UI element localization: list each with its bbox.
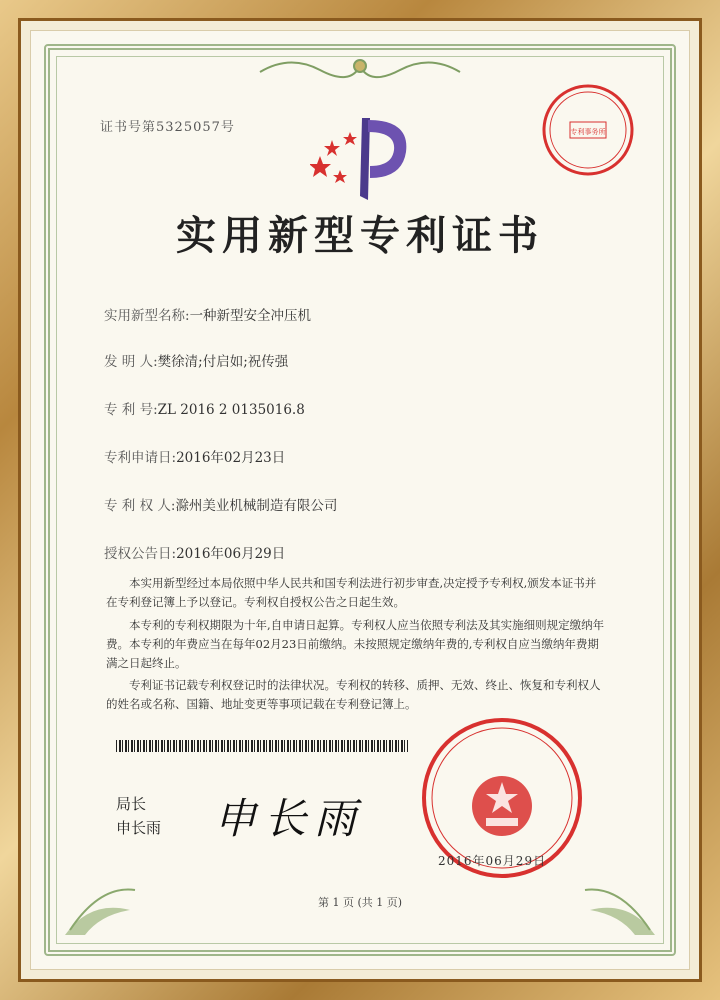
corner-ornament-br	[580, 880, 660, 940]
field-label: 专利申请日:	[104, 450, 177, 466]
paragraph-2: 本专利的专利权期限为十年,自申请日起算。专利权人应当依照专利法及其实施细则规定缴纳年费。本专利的年费应当在每年02月23日前缴纳。未按照规定缴纳年费的,专利权自应当缴纳年费期满之日起终止。	[106, 618, 605, 670]
field-apply-date-row	[104, 446, 285, 466]
field-label: 专 利 号:	[104, 402, 158, 418]
certificate-number: 证书号第5325057号	[100, 120, 235, 135]
top-ornament	[250, 52, 470, 86]
field-value: 2016年06月29日	[176, 546, 286, 562]
paragraph-3: 专利证书记载专利权登记时的法律状况。专利权的转移、质押、无效、终止、恢复和专利权人的姓名或名称、国籍、地址变更等事项记载在专利登记簿上。	[106, 678, 601, 711]
field-name-row	[104, 304, 311, 324]
field-label: 专 利 权 人:	[104, 498, 176, 514]
svg-text:专利事务所: 专利事务所	[570, 128, 606, 136]
field-inventor-row	[104, 350, 288, 370]
field-label: 实用新型名称:	[104, 308, 190, 324]
field-label: 发 明 人:	[104, 354, 158, 370]
handwritten-signature: 申长雨	[214, 794, 365, 843]
field-value: 一种新型安全冲压机	[189, 308, 312, 324]
cnipa-logo	[310, 108, 420, 204]
field-value: 滁州美业机械制造有限公司	[175, 498, 338, 514]
field-grant-date-row	[104, 542, 285, 562]
field-patent-no-row	[104, 398, 305, 418]
paragraph-1: 本实用新型经过本局依照中华人民共和国专利法进行初步审查,决定授予专利权,颁发本证书并在专利登记簿上予以登记。专利权自授权公告之日起生效。	[106, 576, 597, 609]
field-value: ZL 2016 2 0135016.8	[157, 402, 305, 418]
signer-name: 申长雨	[116, 819, 162, 837]
field-label: 授权公告日:	[104, 546, 177, 562]
signer-block	[116, 792, 161, 840]
field-holder-row	[104, 494, 337, 514]
field-value: 樊徐清;付启如;祝传强	[157, 354, 289, 370]
certificate-title: 实用新型专利证书	[176, 212, 544, 259]
issue-date: 2016年06月29日	[438, 854, 547, 868]
signer-title: 局长	[116, 795, 147, 813]
agency-seal	[540, 82, 636, 178]
field-value: 2016年02月23日	[176, 450, 286, 466]
page-footer: 第 1 页 (共 1 页)	[317, 896, 403, 909]
corner-ornament-bl	[60, 880, 140, 940]
barcode	[116, 740, 408, 752]
